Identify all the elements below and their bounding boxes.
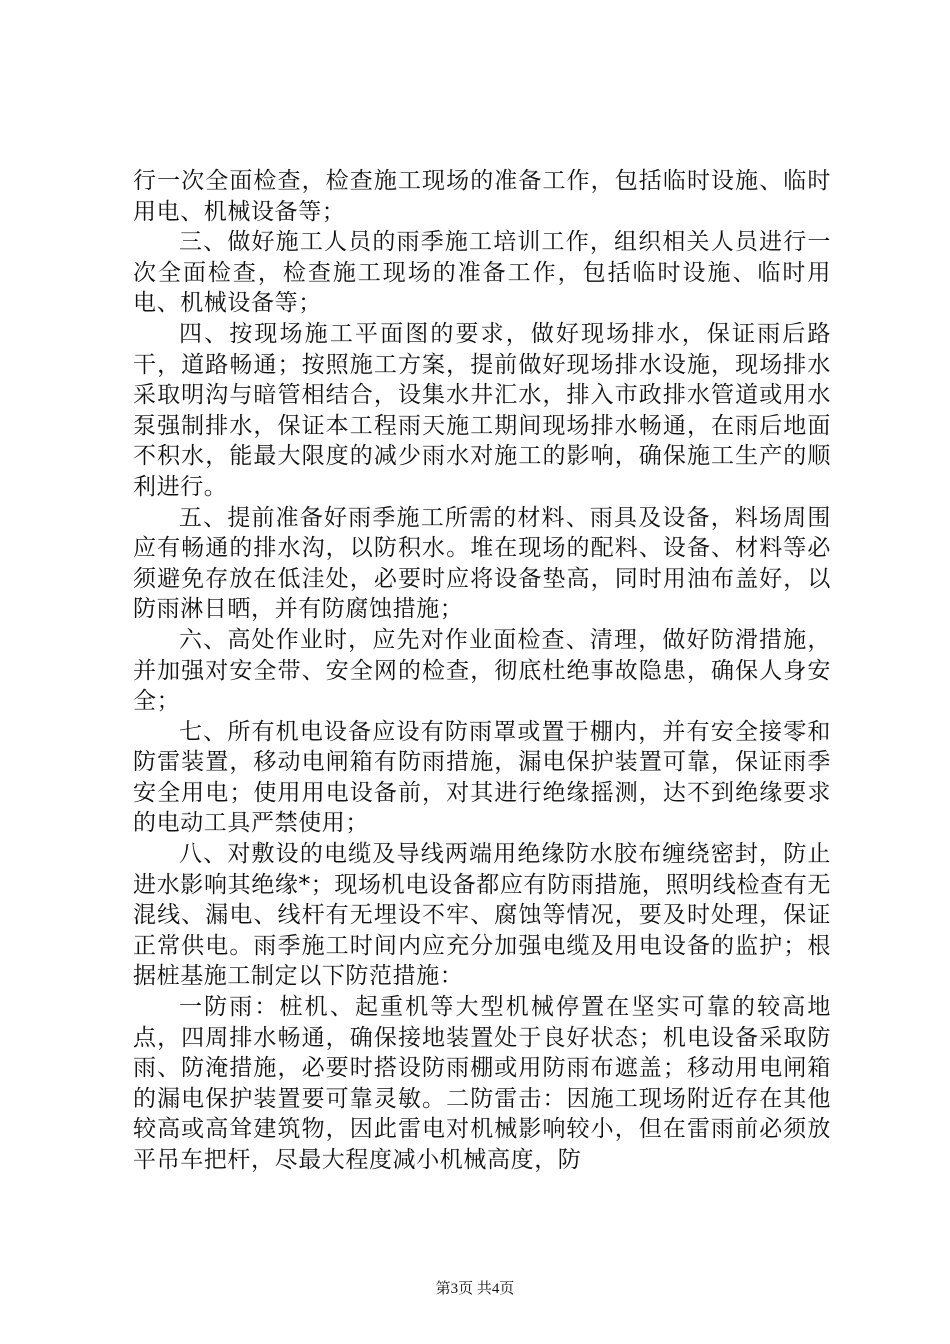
paragraph-item-3: 三、做好施工人员的雨季施工培训工作，组织相关人员进行一次全面检查，检查施工现场的准备工作，包括临时设施、临时用电、机械设备等； xyxy=(133,229,831,317)
paragraph-item-7: 七、所有机电设备应设有防雨罩或置于棚内，并有安全接零和防雷装置，移动电闸箱有防雨措施，漏电保护装置可靠，保证雨季安全用电；使用用电设备前，对其进行绝缘摇测，达不到绝缘要求的电动工具严禁使用； xyxy=(133,718,831,837)
paragraph-item-6: 六、高处作业时，应先对作业面检查、清理，做好防滑措施，并加强对安全带、安全网的检查，彻底杜绝事故隐患，确保人身安全； xyxy=(133,626,831,715)
document-body xyxy=(133,166,831,1176)
paragraph-continuation: 行一次全面检查，检查施工现场的准备工作，包括临时设施、临时用电、机械设备等； xyxy=(133,168,831,225)
paragraph-measures: 一防雨：桩机、起重机等大型机械停置在坚实可靠的较高地点，四周排水畅通，确保接地装置处于良好状态；机电设备采取防雨、防淹措施，必要时搭设防雨棚或用防雨布遮盖；移动用电闸箱的漏电保护装置要可靠灵敏。二防雷击：因施工现场附近存在其他较高或高耸建筑物，因此雷电对机械影响较小，但在雷雨前必须放平吊车把杆，尽最大程度减小机械高度，防 xyxy=(133,994,831,1173)
page-footer: 第3页 共4页 xyxy=(435,1281,515,1297)
paragraph-item-4: 四、按现场施工平面图的要求，做好现场排水，保证雨后路干，道路畅通；按照施工方案，提前做好现场排水设施，现场排水采取明沟与暗管相结合，设集水井汇水，排入市政排水管道或用水泵强制排水，保证本工程雨天施工期间现场排水畅通，在雨后地面不积水，能最大限度的减少雨水对施工的影响，确保施工生产的顺利进行。 xyxy=(133,320,831,500)
paragraph-item-8: 八、对敷设的电缆及导线两端用绝缘防水胶布缠绕密封，防止进水影响其绝缘*；现场机电设备都应有防雨措施，照明线检查有无混线、漏电、线杆有无埋设不牢、腐蚀等情况，要及时处理，保证正常供电。雨季施工时间内应充分加强电缆及用电设备的监护；根据桩基施工制定以下防范措施： xyxy=(133,841,831,990)
paragraph-item-5: 五、提前准备好雨季施工所需的材料、雨具及设备，料场周围应有畅通的排水沟，以防积水。堆在现场的配料、设备、材料等必须避免存放在低洼处，必要时应将设备垫高，同时用油布盖好，以防雨淋日晒，并有防腐蚀措施； xyxy=(133,504,831,623)
